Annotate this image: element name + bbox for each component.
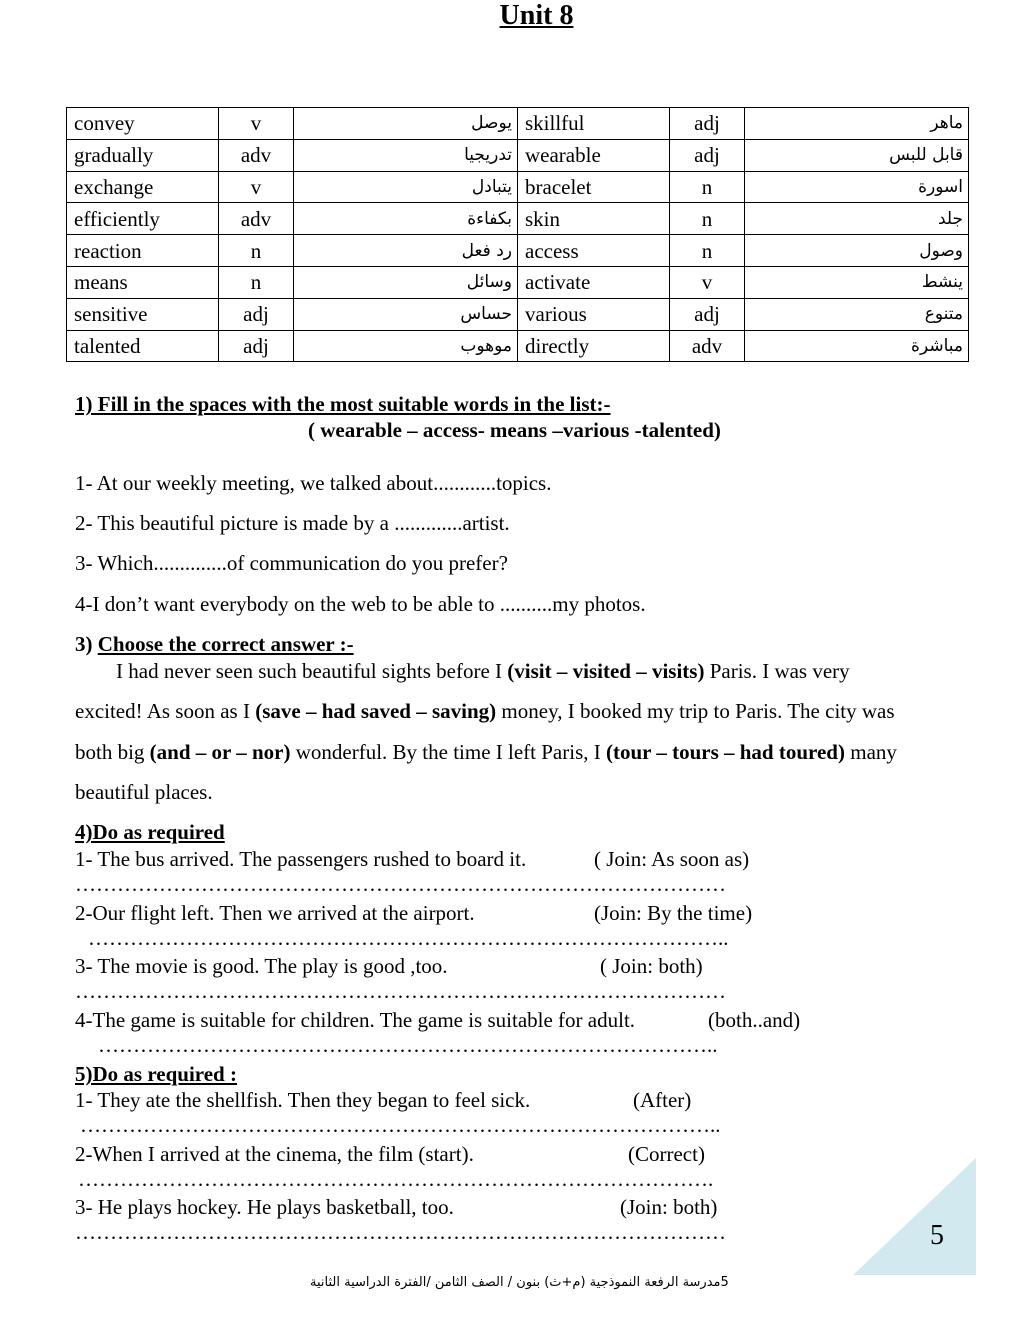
- paragraph-text: excited! As soon as I: [75, 699, 256, 723]
- fill-item: 3- Which..............of communication do you prefer?: [75, 551, 508, 575]
- arabic-meaning: وصول: [745, 235, 969, 267]
- answer-options: (save – had saved – saving): [255, 699, 497, 723]
- part-of-speech: adj: [219, 298, 294, 330]
- instruction-hint: ( Join: As soon as): [594, 847, 750, 871]
- word: various: [518, 298, 670, 330]
- instruction-hint: (Join: both): [620, 1195, 718, 1219]
- fill-item: 2- This beautiful picture is made by a .............artist.: [75, 511, 510, 535]
- paragraph-line: [75, 699, 895, 723]
- part-of-speech: v: [219, 171, 294, 203]
- section-title: Choose the correct answer :-: [97, 632, 354, 656]
- word: exchange: [67, 171, 219, 203]
- word: access: [518, 235, 670, 267]
- answer-line[interactable]: …………………………………………………………………………………: [75, 872, 726, 896]
- word: efficiently: [67, 203, 219, 235]
- answer-line[interactable]: …………………………………………………………………………………: [75, 1220, 726, 1244]
- arabic-meaning: بكفاءة: [294, 203, 518, 235]
- vocab-row: [67, 266, 969, 298]
- instruction-hint: (Join: By the time): [594, 900, 753, 925]
- arabic-meaning: رد فعل: [294, 235, 518, 267]
- instruction-hint: ( Join: both): [600, 954, 703, 978]
- part-of-speech: n: [219, 266, 294, 298]
- paragraph-text: I had never seen such beautiful sights before I: [116, 659, 508, 683]
- paragraph-line: [75, 780, 213, 804]
- part-of-speech: adj: [670, 108, 745, 140]
- arabic-meaning: موهوب: [294, 330, 518, 362]
- paragraph-text: both big: [75, 740, 150, 764]
- question-text: 1- The bus arrived. The passengers rushed to board it.: [75, 847, 527, 871]
- arabic-meaning: تدريجيا: [294, 139, 518, 171]
- arabic-meaning: جلد: [745, 203, 969, 235]
- part-of-speech: adv: [219, 203, 294, 235]
- arabic-meaning: متنوع: [745, 298, 969, 330]
- question-text: 4-The game is suitable for children. The game is suitable for adult.: [75, 1007, 636, 1032]
- arabic-meaning: وسائل: [294, 266, 518, 298]
- vocab-row: [67, 235, 969, 267]
- answer-line[interactable]: ………………………………………………………………………………..: [80, 1113, 721, 1137]
- word-list: ( wearable – access- means –various -talented): [308, 418, 721, 442]
- vocab-row: [67, 171, 969, 203]
- vocab-row: [67, 298, 969, 330]
- part-of-speech: adj: [670, 139, 745, 171]
- paragraph-text: money, I booked my trip to Paris. The city was: [496, 699, 895, 723]
- part-of-speech: adv: [219, 139, 294, 171]
- vocabulary-table: [66, 107, 969, 362]
- part-of-speech: n: [670, 203, 745, 235]
- section1-heading: 1) Fill in the spaces with the most suitable words in the list:-: [75, 392, 611, 416]
- part-of-speech: n: [670, 235, 745, 267]
- part-of-speech: adj: [670, 298, 745, 330]
- arabic-meaning: يوصل: [294, 108, 518, 140]
- answer-line[interactable]: ……………………………………………………………………………….: [78, 1166, 714, 1191]
- paragraph-line: [116, 659, 850, 683]
- arabic-meaning: اسورة: [745, 171, 969, 203]
- question-text: 1- They ate the shellfish. Then they began to feel sick.: [75, 1088, 531, 1112]
- answer-options: (and – or – nor): [149, 740, 291, 764]
- word: bracelet: [518, 171, 670, 203]
- word: reaction: [67, 235, 219, 267]
- answer-line[interactable]: …………………………………………………………………………………: [75, 979, 726, 1003]
- instruction-hint: (Correct): [628, 1141, 705, 1166]
- word: activate: [518, 266, 670, 298]
- word: skin: [518, 203, 670, 235]
- fill-item: 4-I don’t want everybody on the web to be able to ..........my photos.: [75, 592, 646, 616]
- footer: 5مدرسة الرفعة النموذجية (م+ث) بنون / الصف الثامن /الفترة الدراسية الثانية: [310, 1275, 729, 1290]
- paragraph-text: wonderful. By the time I left Paris, I: [290, 740, 606, 764]
- word: sensitive: [67, 298, 219, 330]
- vocab-row: [67, 108, 969, 140]
- paragraph-line: [75, 740, 897, 764]
- section4-heading: 4)Do as required: [75, 820, 225, 844]
- paragraph-text: beautiful places.: [75, 780, 213, 804]
- word: gradually: [67, 139, 219, 171]
- word: directly: [518, 330, 670, 362]
- question-text: 2-When I arrived at the cinema, the film (start).: [75, 1141, 474, 1166]
- part-of-speech: n: [219, 235, 294, 267]
- answer-options: (visit – visited – visits): [507, 659, 705, 683]
- answer-options: (tour – tours – had toured): [605, 740, 845, 764]
- arabic-meaning: ينشط: [745, 266, 969, 298]
- arabic-meaning: ماهر: [745, 108, 969, 140]
- page-title: Unit 8: [499, 0, 574, 31]
- word: wearable: [518, 139, 670, 171]
- word: means: [67, 266, 219, 298]
- arabic-meaning: قابل للبس: [745, 139, 969, 171]
- word: talented: [67, 330, 219, 362]
- vocab-row: [67, 203, 969, 235]
- arabic-meaning: يتبادل: [294, 171, 518, 203]
- section-number: 3): [75, 632, 98, 656]
- fill-item: 1- At our weekly meeting, we talked about............topics.: [75, 471, 552, 495]
- word: skillful: [518, 108, 670, 140]
- word: convey: [67, 108, 219, 140]
- answer-line[interactable]: ……………………………………………………………………………..: [98, 1032, 718, 1057]
- part-of-speech: v: [670, 266, 745, 298]
- instruction-hint: (both..and): [708, 1007, 801, 1032]
- vocab-row: [67, 139, 969, 171]
- part-of-speech: n: [670, 171, 745, 203]
- paragraph-text: Paris. I was very: [704, 659, 850, 683]
- vocab-row: [67, 330, 969, 362]
- instruction-hint: (After): [633, 1088, 692, 1112]
- answer-line[interactable]: ………………………………………………………………………………..: [88, 925, 729, 950]
- question-text: 3- The movie is good. The play is good ,too.: [75, 954, 448, 978]
- section3-heading: [75, 632, 354, 656]
- section5-heading: 5)Do as required :: [75, 1062, 237, 1086]
- part-of-speech: adj: [219, 330, 294, 362]
- arabic-meaning: حساس: [294, 298, 518, 330]
- arabic-meaning: مباشرة: [745, 330, 969, 362]
- corner-triangle: [853, 1158, 976, 1275]
- question-text: 3- He plays hockey. He plays basketball, too.: [75, 1195, 454, 1219]
- question-text: 2-Our flight left. Then we arrived at the airport.: [75, 900, 475, 925]
- part-of-speech: adv: [670, 330, 745, 362]
- paragraph-text: many: [844, 740, 897, 764]
- page-number: 5: [930, 1220, 944, 1251]
- part-of-speech: v: [219, 108, 294, 140]
